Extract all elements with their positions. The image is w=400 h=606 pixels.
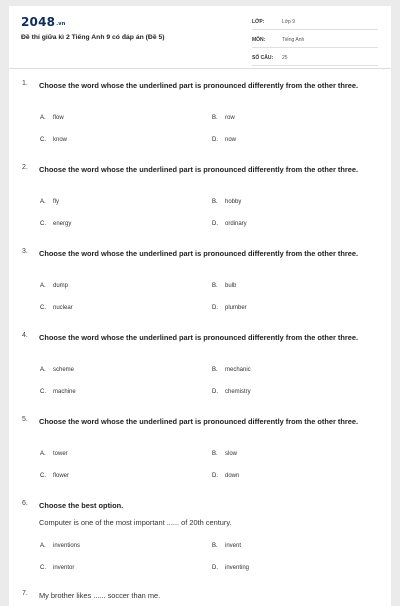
question-number: 7. <box>22 590 28 597</box>
option-letter: D. <box>212 389 218 395</box>
logo-text: 2048 <box>21 15 56 29</box>
option-letter: B. <box>212 451 218 457</box>
option-text: down <box>225 473 240 479</box>
option-text: inventions <box>53 543 81 549</box>
option-text: hobby <box>225 199 242 205</box>
meta-value: 25 <box>282 55 288 61</box>
option-text: flower <box>53 473 70 479</box>
option-letter: B. <box>212 543 218 549</box>
option-text: mechanic <box>225 367 251 373</box>
question-number: 2. <box>22 164 28 171</box>
option-a[interactable] <box>40 367 74 373</box>
option-text: fly <box>53 199 59 205</box>
meta-label: SỐ CÂU: <box>252 55 274 61</box>
option-letter: C. <box>40 473 46 479</box>
option-letter: A. <box>40 367 46 373</box>
option-text: energy <box>53 221 72 227</box>
option-letter: D. <box>212 565 218 571</box>
logo-suffix: .vn <box>56 21 66 27</box>
option-text: row <box>225 115 235 121</box>
option-letter: B. <box>212 283 218 289</box>
option-text: ordinary <box>225 221 247 227</box>
option-b[interactable] <box>212 199 241 205</box>
option-letter: C. <box>40 389 46 395</box>
option-text: tower <box>53 451 68 457</box>
option-text: slow <box>225 451 238 457</box>
option-text: dump <box>53 283 69 289</box>
option-a[interactable] <box>40 543 80 549</box>
option-c[interactable] <box>40 565 74 571</box>
option-letter: B. <box>212 115 218 121</box>
option-d[interactable] <box>212 137 236 143</box>
option-a[interactable] <box>40 451 68 457</box>
meta-value: Tiếng Anh <box>282 37 305 43</box>
option-a[interactable] <box>40 115 64 121</box>
question-number: 1. <box>22 80 28 87</box>
option-c[interactable] <box>40 221 71 227</box>
exam-header <box>9 6 391 68</box>
question-number: 5. <box>22 416 28 423</box>
option-text: know <box>53 137 68 143</box>
option-text: nuclear <box>53 305 73 311</box>
option-text: inventing <box>225 565 250 571</box>
meta-label: MÔN: <box>252 37 266 43</box>
option-d[interactable] <box>212 221 247 227</box>
option-a[interactable] <box>40 199 59 205</box>
page-title: Đề thi giữa kì 2 Tiếng Anh 9 có đáp án (Đề 5) <box>21 34 165 41</box>
option-text: chemistry <box>225 389 251 395</box>
option-text: inventor <box>53 565 75 571</box>
option-b[interactable] <box>212 115 235 121</box>
option-text: flow <box>53 115 64 121</box>
exam-page <box>9 6 391 606</box>
option-b[interactable] <box>212 367 251 373</box>
question-number: 6. <box>22 500 28 507</box>
option-text: now <box>225 137 237 143</box>
option-c[interactable] <box>40 305 73 311</box>
meta-row-class <box>252 15 378 30</box>
option-letter: B. <box>212 367 218 373</box>
option-b[interactable] <box>212 283 236 289</box>
option-a[interactable] <box>40 283 68 289</box>
option-letter: C. <box>40 565 46 571</box>
exam-meta <box>252 15 378 69</box>
question-number: 4. <box>22 332 28 339</box>
option-d[interactable] <box>212 389 251 395</box>
question-text: Choose the word whose the underlined part is pronounced differently from the other three. <box>39 81 359 90</box>
question-text: Choose the word whose the underlined part is pronounced differently from the other three. <box>39 165 359 174</box>
option-d[interactable] <box>212 305 247 311</box>
option-c[interactable] <box>40 137 67 143</box>
option-letter: C. <box>40 221 46 227</box>
option-text: plumber <box>225 305 247 311</box>
option-letter: D. <box>212 221 218 227</box>
meta-value: Lớp 9 <box>282 19 296 25</box>
option-text: scheme <box>53 367 75 373</box>
option-c[interactable] <box>40 473 69 479</box>
option-letter: C. <box>40 305 46 311</box>
option-d[interactable] <box>212 565 249 571</box>
meta-label: LỚP: <box>252 19 265 25</box>
option-b[interactable] <box>212 451 237 457</box>
option-text: bulb <box>225 283 237 289</box>
header-divider <box>9 68 391 69</box>
option-letter: B. <box>212 199 218 205</box>
question-text: Choose the best option. <box>39 501 124 510</box>
option-letter: A. <box>40 199 46 205</box>
question-text: Choose the word whose the underlined part is pronounced differently from the other three. <box>39 333 359 342</box>
option-letter: A. <box>40 283 46 289</box>
question-text: Choose the word whose the underlined part is pronounced differently from the other three. <box>39 249 359 258</box>
option-letter: D. <box>212 473 218 479</box>
meta-row-subject <box>252 33 378 48</box>
meta-row-question-count <box>252 51 378 66</box>
question-text: Choose the word whose the underlined part is pronounced differently from the other three. <box>39 417 359 426</box>
option-letter: C. <box>40 137 46 143</box>
option-letter: D. <box>212 305 218 311</box>
option-letter: A. <box>40 543 46 549</box>
option-text: machine <box>53 389 76 395</box>
option-letter: A. <box>40 115 46 121</box>
option-c[interactable] <box>40 389 76 395</box>
question-number: 3. <box>22 248 28 255</box>
question-prompt: Computer is one of the most important ...... of 20th century. <box>39 518 232 527</box>
option-d[interactable] <box>212 473 239 479</box>
option-b[interactable] <box>212 543 241 549</box>
option-text: invent <box>225 543 242 549</box>
site-logo[interactable] <box>21 15 66 29</box>
option-letter: D. <box>212 137 218 143</box>
question-text: My brother likes ...... soccer than me. <box>39 591 161 600</box>
option-letter: A. <box>40 451 46 457</box>
